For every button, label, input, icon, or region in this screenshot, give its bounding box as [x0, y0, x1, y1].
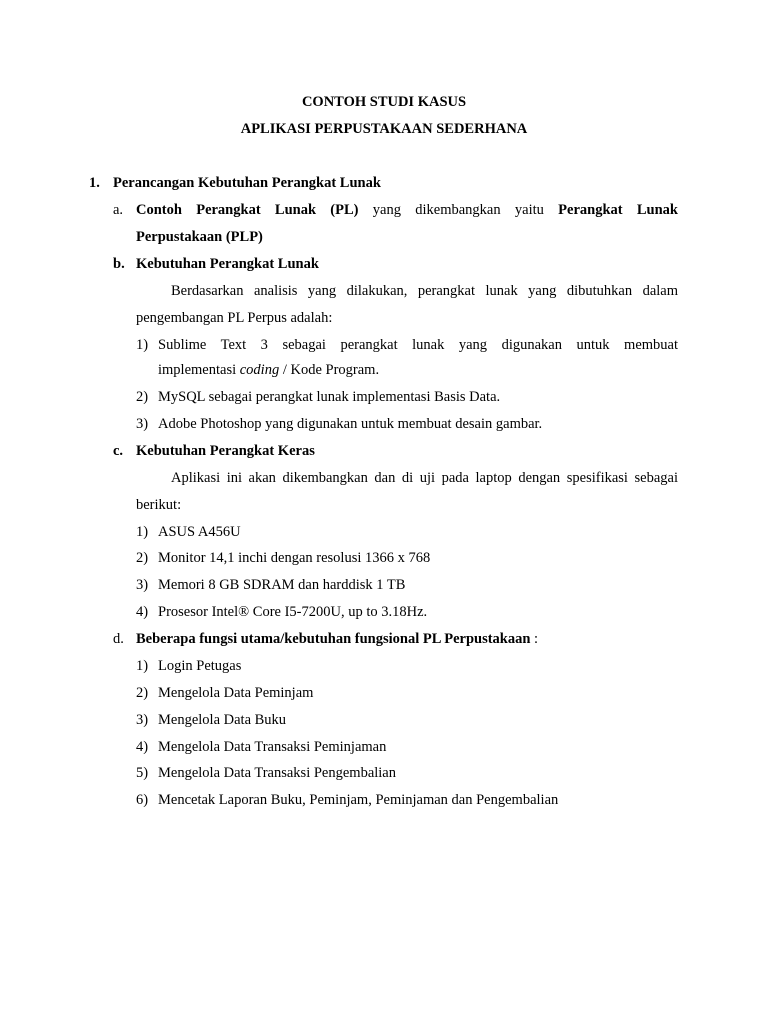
item-d-heading-line [136, 630, 538, 648]
item-c-label: c. [113, 443, 124, 459]
item-c-1-num: 1) [136, 524, 149, 540]
item-b-1-line-2 [158, 361, 379, 379]
title-line-1: CONTOH STUDI KASUS [301, 94, 467, 110]
item-c-heading: Kebutuhan Perangkat Keras [136, 443, 315, 459]
item-c-2-num: 2) [136, 550, 149, 566]
item-d-3-num: 3) [136, 712, 149, 728]
item-d-5-num: 5) [136, 765, 149, 781]
item-d-heading: Beberapa fungsi utama/kebutuhan fungsional PL Perpustakaan [136, 631, 531, 647]
item-d-label: d. [113, 631, 124, 647]
item-b-3-num: 3) [136, 416, 149, 432]
item-b-1-num: 1) [136, 337, 149, 353]
section-1-number: 1. [89, 175, 100, 191]
item-b-paragraph-line-1: Berdasarkan analisis yang dilakukan, perangkat lunak yang dibutuhkan dalam [171, 283, 678, 299]
item-b-1-line-1: Sublime Text 3 sebagai perangkat lunak yang digunakan untuk membuat [158, 337, 678, 353]
item-c-paragraph-line-2: berikut: [136, 497, 182, 513]
item-c-4-text: Prosesor Intel® Core I5-7200U, up to 3.18Hz. [158, 604, 428, 620]
item-b-label: b. [113, 256, 125, 272]
item-d-3-text: Mengelola Data Buku [158, 712, 287, 728]
item-c-4-num: 4) [136, 604, 149, 620]
item-c-2-text: Monitor 14,1 inchi dengan resolusi 1366 x 768 [158, 550, 431, 566]
item-b-3-text: Adobe Photoshop yang digunakan untuk membuat desain gambar. [158, 416, 543, 432]
item-d-4-text: Mengelola Data Transaksi Peminjaman [158, 739, 387, 755]
item-b-2-num: 2) [136, 389, 149, 405]
item-b-1-pre: implementasi [158, 362, 240, 378]
item-c-1-text: ASUS A456U [158, 524, 241, 540]
item-b-heading: Kebutuhan Perangkat Lunak [136, 256, 319, 272]
item-a-label: a. [113, 202, 124, 218]
item-d-2-text: Mengelola Data Peminjam [158, 685, 314, 701]
item-c-3-num: 3) [136, 577, 149, 593]
item-a-bold-1: Contoh Perangkat Lunak (PL) [136, 202, 359, 218]
item-d-heading-suffix: : [530, 631, 539, 647]
item-d-2-num: 2) [136, 685, 149, 701]
item-a-text-1: yang dikembangkan yaitu [358, 202, 559, 218]
item-c-3-text: Memori 8 GB SDRAM dan harddisk 1 TB [158, 577, 406, 593]
item-d-4-num: 4) [136, 739, 149, 755]
item-b-paragraph-line-2: pengembangan PL Perpus adalah: [136, 310, 333, 326]
item-b-1-italic: coding [239, 362, 280, 378]
item-a-bold-2: Perangkat Lunak [558, 202, 678, 218]
title-line-2: APLIKASI PERPUSTAKAAN SEDERHANA [240, 121, 528, 137]
item-b-1-post: / Kode Program. [279, 362, 380, 378]
item-b-2-text: MySQL sebagai perangkat lunak implementasi Basis Data. [158, 389, 501, 405]
item-d-5-text: Mengelola Data Transaksi Pengembalian [158, 765, 396, 781]
item-d-6-num: 6) [136, 792, 149, 808]
item-d-1-num: 1) [136, 658, 149, 674]
item-c-paragraph-line-1: Aplikasi ini akan dikembangkan dan di uji pada laptop dengan spesifikasi sebagai [171, 470, 678, 486]
item-d-1-text: Login Petugas [158, 658, 242, 674]
item-a-line-1 [136, 201, 678, 219]
item-d-6-text: Mencetak Laporan Buku, Peminjam, Peminjaman dan Pengembalian [158, 792, 559, 808]
section-1-heading: Perancangan Kebutuhan Perangkat Lunak [113, 175, 381, 191]
item-a-line-2: Perpustakaan (PLP) [136, 229, 263, 245]
